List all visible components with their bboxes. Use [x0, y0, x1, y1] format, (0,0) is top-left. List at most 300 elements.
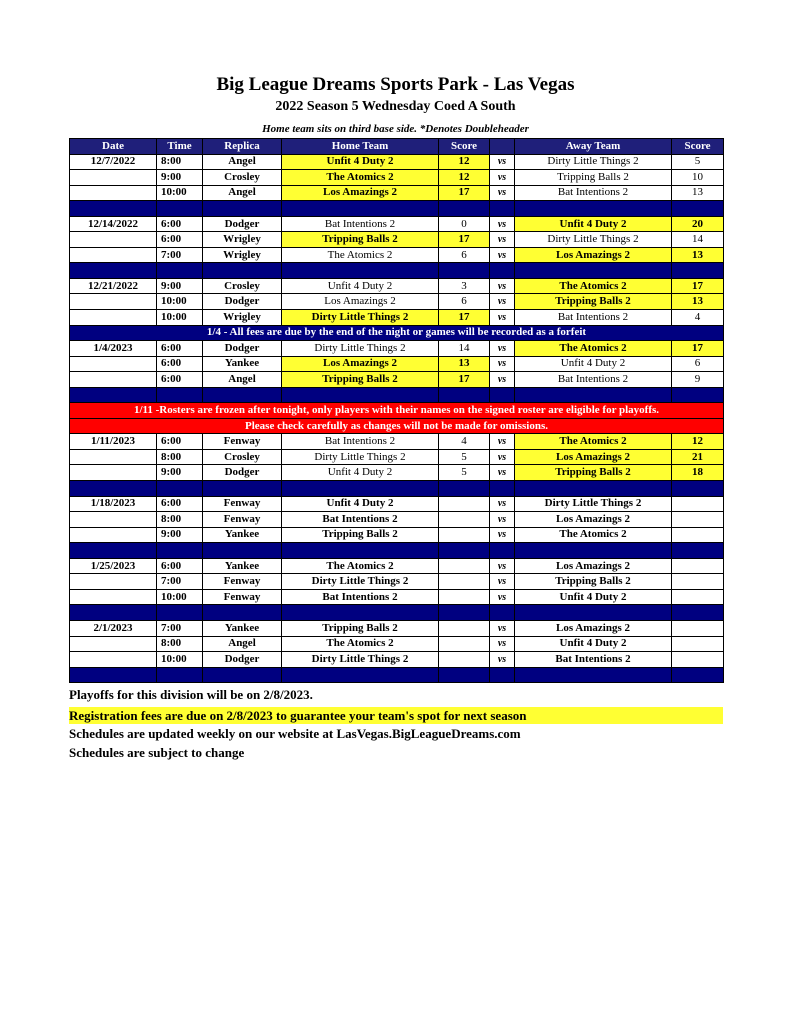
home-team-cell: Los Amazings 2: [282, 294, 439, 310]
time-cell: 10:00: [157, 310, 203, 326]
home-score-cell: [439, 620, 490, 636]
column-header-vs: [490, 139, 515, 155]
separator-cell: [157, 543, 203, 559]
date-cell: [70, 170, 157, 186]
date-cell: [70, 356, 157, 372]
separator-cell: [439, 263, 490, 279]
time-cell: 10:00: [157, 185, 203, 201]
away-score-cell: 10: [672, 170, 724, 186]
date-cell: 12/21/2022: [70, 278, 157, 294]
vs-cell: vs: [490, 574, 515, 590]
separator-cell: [439, 605, 490, 621]
separator-cell: [672, 263, 724, 279]
time-cell: 6:00: [157, 496, 203, 512]
game-row: [70, 247, 724, 263]
time-cell: 8:00: [157, 154, 203, 170]
separator-row: [70, 481, 724, 497]
away-score-cell: [672, 636, 724, 652]
away-score-cell: 21: [672, 449, 724, 465]
page-title: Big League Dreams Sports Park - Las Vegas: [216, 74, 575, 95]
away-team-cell: Los Amazings 2: [515, 247, 672, 263]
home-score-cell: 3: [439, 278, 490, 294]
separator-row: [70, 387, 724, 403]
separator-cell: [70, 543, 157, 559]
vs-cell: vs: [490, 170, 515, 186]
change-note: Schedules are subject to change: [69, 745, 245, 760]
time-cell: 10:00: [157, 294, 203, 310]
date-cell: 12/14/2022: [70, 216, 157, 232]
game-row: [70, 449, 724, 465]
time-cell: 9:00: [157, 527, 203, 543]
game-row: [70, 278, 724, 294]
separator-cell: [282, 263, 439, 279]
game-row: [70, 636, 724, 652]
away-score-cell: [672, 512, 724, 528]
game-row: [70, 294, 724, 310]
home-team-cell: Tripping Balls 2: [282, 372, 439, 388]
home-score-cell: [439, 574, 490, 590]
separator-cell: [70, 481, 157, 497]
website-note: Schedules are updated weekly on our website at LasVegas.BigLeagueDreams.com: [69, 726, 521, 741]
vs-cell: vs: [490, 356, 515, 372]
time-cell: 6:00: [157, 356, 203, 372]
away-team-cell: Tripping Balls 2: [515, 574, 672, 590]
game-row: [70, 216, 724, 232]
separator-cell: [282, 543, 439, 559]
field-cell: Angel: [203, 636, 282, 652]
alert-text: 1/11 -Rosters are frozen after tonight, only players with their names on the signed roster are eligible for playoffs.: [70, 403, 724, 419]
game-row: [70, 434, 724, 450]
vs-cell: vs: [490, 294, 515, 310]
schedule-note: Home team sits on third base side. *Denotes Doubleheader: [262, 123, 529, 135]
time-cell: 6:00: [157, 434, 203, 450]
separator-cell: [672, 481, 724, 497]
notice-row: [70, 325, 724, 341]
home-score-cell: [439, 558, 490, 574]
date-cell: [70, 527, 157, 543]
separator-cell: [70, 201, 157, 217]
home-team-cell: Bat Intentions 2: [282, 434, 439, 450]
column-header-date: Date: [70, 139, 157, 155]
home-score-cell: 5: [439, 449, 490, 465]
date-cell: [70, 636, 157, 652]
game-row: [70, 310, 724, 326]
away-team-cell: Bat Intentions 2: [515, 185, 672, 201]
separator-cell: [157, 263, 203, 279]
away-score-cell: [672, 574, 724, 590]
home-score-cell: 17: [439, 372, 490, 388]
separator-row: [70, 605, 724, 621]
separator-cell: [490, 667, 515, 683]
field-cell: Yankee: [203, 620, 282, 636]
separator-cell: [672, 605, 724, 621]
separator-row: [70, 201, 724, 217]
away-score-cell: 18: [672, 465, 724, 481]
time-cell: 10:00: [157, 589, 203, 605]
away-team-cell: Los Amazings 2: [515, 449, 672, 465]
away-team-cell: Los Amazings 2: [515, 620, 672, 636]
alert-text: Please check carefully as changes will not be made for omissions.: [70, 418, 724, 434]
time-cell: 9:00: [157, 465, 203, 481]
date-cell: [70, 574, 157, 590]
time-cell: 7:00: [157, 247, 203, 263]
page-subtitle: 2022 Season 5 Wednesday Coed A South: [275, 99, 516, 114]
field-cell: Wrigley: [203, 232, 282, 248]
home-score-cell: 17: [439, 185, 490, 201]
away-score-cell: 17: [672, 278, 724, 294]
field-cell: Dodger: [203, 465, 282, 481]
date-cell: [70, 232, 157, 248]
game-row: [70, 589, 724, 605]
away-score-cell: [672, 652, 724, 668]
home-score-cell: 0: [439, 216, 490, 232]
away-score-cell: 20: [672, 216, 724, 232]
date-cell: [70, 512, 157, 528]
date-cell: 1/11/2023: [70, 434, 157, 450]
away-score-cell: 12: [672, 434, 724, 450]
home-score-cell: [439, 527, 490, 543]
separator-cell: [282, 481, 439, 497]
home-team-cell: Dirty Little Things 2: [282, 341, 439, 357]
field-cell: Yankee: [203, 356, 282, 372]
separator-cell: [157, 201, 203, 217]
away-team-cell: Dirty Little Things 2: [515, 496, 672, 512]
date-cell: [70, 465, 157, 481]
away-team-cell: The Atomics 2: [515, 527, 672, 543]
separator-cell: [515, 263, 672, 279]
field-cell: Fenway: [203, 589, 282, 605]
date-cell: [70, 589, 157, 605]
field-cell: Wrigley: [203, 247, 282, 263]
home-score-cell: 13: [439, 356, 490, 372]
vs-cell: vs: [490, 636, 515, 652]
separator-cell: [282, 605, 439, 621]
home-team-cell: The Atomics 2: [282, 636, 439, 652]
home-score-cell: [439, 512, 490, 528]
vs-cell: vs: [490, 652, 515, 668]
vs-cell: vs: [490, 372, 515, 388]
alert-row: [70, 403, 724, 419]
vs-cell: vs: [490, 620, 515, 636]
vs-cell: vs: [490, 154, 515, 170]
field-cell: Wrigley: [203, 310, 282, 326]
game-row: [70, 512, 724, 528]
home-score-cell: 5: [439, 465, 490, 481]
away-team-cell: Bat Intentions 2: [515, 652, 672, 668]
home-team-cell: Tripping Balls 2: [282, 232, 439, 248]
notice-text: 1/4 - All fees are due by the end of the night or games will be recorded as a forfeit: [70, 325, 724, 341]
date-cell: 12/7/2022: [70, 154, 157, 170]
home-score-cell: 12: [439, 170, 490, 186]
vs-cell: vs: [490, 589, 515, 605]
home-score-cell: [439, 652, 490, 668]
separator-row: [70, 667, 724, 683]
separator-cell: [282, 667, 439, 683]
away-score-cell: 13: [672, 247, 724, 263]
game-row: [70, 465, 724, 481]
home-team-cell: Unfit 4 Duty 2: [282, 496, 439, 512]
field-cell: Yankee: [203, 527, 282, 543]
date-cell: [70, 185, 157, 201]
separator-cell: [203, 201, 282, 217]
home-team-cell: Los Amazings 2: [282, 356, 439, 372]
away-score-cell: [672, 558, 724, 574]
date-cell: 1/25/2023: [70, 558, 157, 574]
separator-cell: [157, 481, 203, 497]
column-header-home-score: Score: [439, 139, 490, 155]
separator-cell: [672, 201, 724, 217]
separator-cell: [70, 667, 157, 683]
away-team-cell: The Atomics 2: [515, 278, 672, 294]
vs-cell: vs: [490, 278, 515, 294]
date-cell: 2/1/2023: [70, 620, 157, 636]
home-score-cell: 4: [439, 434, 490, 450]
away-team-cell: Unfit 4 Duty 2: [515, 636, 672, 652]
home-team-cell: Bat Intentions 2: [282, 512, 439, 528]
away-team-cell: Unfit 4 Duty 2: [515, 589, 672, 605]
field-cell: Crosley: [203, 278, 282, 294]
separator-cell: [70, 387, 157, 403]
time-cell: 6:00: [157, 558, 203, 574]
field-cell: Dodger: [203, 294, 282, 310]
separator-cell: [672, 387, 724, 403]
field-cell: Crosley: [203, 449, 282, 465]
field-cell: Dodger: [203, 341, 282, 357]
field-cell: Angel: [203, 154, 282, 170]
home-score-cell: [439, 496, 490, 512]
home-score-cell: 6: [439, 247, 490, 263]
date-cell: [70, 372, 157, 388]
separator-cell: [490, 201, 515, 217]
home-score-cell: 12: [439, 154, 490, 170]
away-score-cell: 13: [672, 185, 724, 201]
playoffs-note: Playoffs for this division will be on 2/8/2023.: [69, 687, 313, 702]
away-score-cell: 17: [672, 341, 724, 357]
time-cell: 7:00: [157, 574, 203, 590]
separator-cell: [490, 263, 515, 279]
away-score-cell: [672, 527, 724, 543]
away-team-cell: Unfit 4 Duty 2: [515, 356, 672, 372]
separator-cell: [203, 543, 282, 559]
home-team-cell: Bat Intentions 2: [282, 216, 439, 232]
separator-cell: [157, 605, 203, 621]
separator-cell: [203, 387, 282, 403]
separator-cell: [439, 201, 490, 217]
separator-cell: [439, 387, 490, 403]
vs-cell: vs: [490, 496, 515, 512]
away-team-cell: The Atomics 2: [515, 434, 672, 450]
game-row: [70, 496, 724, 512]
home-team-cell: Dirty Little Things 2: [282, 574, 439, 590]
away-score-cell: 13: [672, 294, 724, 310]
schedule-table: [69, 138, 724, 683]
home-team-cell: Tripping Balls 2: [282, 620, 439, 636]
home-score-cell: [439, 636, 490, 652]
column-header-away-score: Score: [672, 139, 724, 155]
vs-cell: vs: [490, 465, 515, 481]
away-score-cell: 4: [672, 310, 724, 326]
away-team-cell: The Atomics 2: [515, 341, 672, 357]
away-team-cell: Los Amazings 2: [515, 558, 672, 574]
home-team-cell: Dirty Little Things 2: [282, 449, 439, 465]
separator-cell: [672, 543, 724, 559]
date-cell: [70, 247, 157, 263]
field-cell: Fenway: [203, 574, 282, 590]
separator-row: [70, 543, 724, 559]
separator-cell: [490, 605, 515, 621]
away-team-cell: Bat Intentions 2: [515, 372, 672, 388]
separator-cell: [157, 667, 203, 683]
home-score-cell: 14: [439, 341, 490, 357]
home-team-cell: The Atomics 2: [282, 558, 439, 574]
separator-cell: [439, 543, 490, 559]
game-row: [70, 232, 724, 248]
field-cell: Angel: [203, 372, 282, 388]
separator-cell: [490, 543, 515, 559]
column-header-home-team: Home Team: [282, 139, 439, 155]
away-score-cell: 6: [672, 356, 724, 372]
vs-cell: vs: [490, 527, 515, 543]
home-score-cell: 17: [439, 232, 490, 248]
separator-cell: [282, 387, 439, 403]
separator-cell: [203, 481, 282, 497]
away-score-cell: 14: [672, 232, 724, 248]
separator-cell: [515, 605, 672, 621]
field-cell: Fenway: [203, 512, 282, 528]
vs-cell: vs: [490, 434, 515, 450]
separator-cell: [203, 605, 282, 621]
vs-cell: vs: [490, 449, 515, 465]
vs-cell: vs: [490, 310, 515, 326]
away-team-cell: Dirty Little Things 2: [515, 232, 672, 248]
field-cell: Fenway: [203, 434, 282, 450]
registration-note: Registration fees are due on 2/8/2023 to guarantee your team's spot for next season: [69, 707, 723, 724]
game-row: [70, 620, 724, 636]
away-team-cell: Tripping Balls 2: [515, 170, 672, 186]
column-header-away-team: Away Team: [515, 139, 672, 155]
field-cell: Dodger: [203, 652, 282, 668]
game-row: [70, 527, 724, 543]
date-cell: [70, 294, 157, 310]
away-score-cell: 9: [672, 372, 724, 388]
vs-cell: vs: [490, 558, 515, 574]
time-cell: 6:00: [157, 341, 203, 357]
home-team-cell: The Atomics 2: [282, 170, 439, 186]
game-row: [70, 185, 724, 201]
game-row: [70, 652, 724, 668]
separator-cell: [515, 201, 672, 217]
separator-cell: [203, 667, 282, 683]
separator-cell: [515, 543, 672, 559]
time-cell: 6:00: [157, 372, 203, 388]
home-team-cell: Unfit 4 Duty 2: [282, 154, 439, 170]
separator-cell: [282, 201, 439, 217]
time-cell: 8:00: [157, 636, 203, 652]
home-team-cell: Dirty Little Things 2: [282, 652, 439, 668]
vs-cell: vs: [490, 341, 515, 357]
field-cell: Yankee: [203, 558, 282, 574]
time-cell: 8:00: [157, 512, 203, 528]
home-team-cell: Los Amazings 2: [282, 185, 439, 201]
separator-cell: [70, 263, 157, 279]
game-row: [70, 154, 724, 170]
date-cell: 1/18/2023: [70, 496, 157, 512]
time-cell: 9:00: [157, 278, 203, 294]
away-team-cell: Dirty Little Things 2: [515, 154, 672, 170]
home-team-cell: Unfit 4 Duty 2: [282, 278, 439, 294]
vs-cell: vs: [490, 512, 515, 528]
date-cell: [70, 310, 157, 326]
game-row: [70, 356, 724, 372]
separator-cell: [515, 387, 672, 403]
away-team-cell: Unfit 4 Duty 2: [515, 216, 672, 232]
vs-cell: vs: [490, 247, 515, 263]
vs-cell: vs: [490, 232, 515, 248]
game-row: [70, 341, 724, 357]
home-score-cell: 6: [439, 294, 490, 310]
date-cell: 1/4/2023: [70, 341, 157, 357]
home-team-cell: Unfit 4 Duty 2: [282, 465, 439, 481]
time-cell: 8:00: [157, 449, 203, 465]
schedule-body: [70, 154, 724, 683]
separator-row: [70, 263, 724, 279]
separator-cell: [70, 605, 157, 621]
column-header-time: Time: [157, 139, 203, 155]
home-score-cell: 17: [439, 310, 490, 326]
home-team-cell: Bat Intentions 2: [282, 589, 439, 605]
home-score-cell: [439, 589, 490, 605]
away-team-cell: Tripping Balls 2: [515, 465, 672, 481]
time-cell: 10:00: [157, 652, 203, 668]
game-row: [70, 372, 724, 388]
date-cell: [70, 449, 157, 465]
game-row: [70, 574, 724, 590]
away-team-cell: Bat Intentions 2: [515, 310, 672, 326]
separator-cell: [515, 667, 672, 683]
field-cell: Fenway: [203, 496, 282, 512]
home-team-cell: Dirty Little Things 2: [282, 310, 439, 326]
away-score-cell: 5: [672, 154, 724, 170]
away-score-cell: [672, 620, 724, 636]
vs-cell: vs: [490, 216, 515, 232]
home-team-cell: The Atomics 2: [282, 247, 439, 263]
away-team-cell: Los Amazings 2: [515, 512, 672, 528]
separator-cell: [490, 387, 515, 403]
field-cell: Dodger: [203, 216, 282, 232]
field-cell: Angel: [203, 185, 282, 201]
separator-cell: [490, 481, 515, 497]
separator-cell: [203, 263, 282, 279]
away-score-cell: [672, 589, 724, 605]
vs-cell: vs: [490, 185, 515, 201]
separator-cell: [439, 481, 490, 497]
home-team-cell: Tripping Balls 2: [282, 527, 439, 543]
separator-cell: [515, 481, 672, 497]
time-cell: 9:00: [157, 170, 203, 186]
alert-row: [70, 418, 724, 434]
field-cell: Crosley: [203, 170, 282, 186]
separator-cell: [672, 667, 724, 683]
column-header-replica: Replica: [203, 139, 282, 155]
date-cell: [70, 652, 157, 668]
away-team-cell: Tripping Balls 2: [515, 294, 672, 310]
separator-cell: [157, 387, 203, 403]
game-row: [70, 170, 724, 186]
time-cell: 6:00: [157, 232, 203, 248]
away-score-cell: [672, 496, 724, 512]
time-cell: 7:00: [157, 620, 203, 636]
time-cell: 6:00: [157, 216, 203, 232]
